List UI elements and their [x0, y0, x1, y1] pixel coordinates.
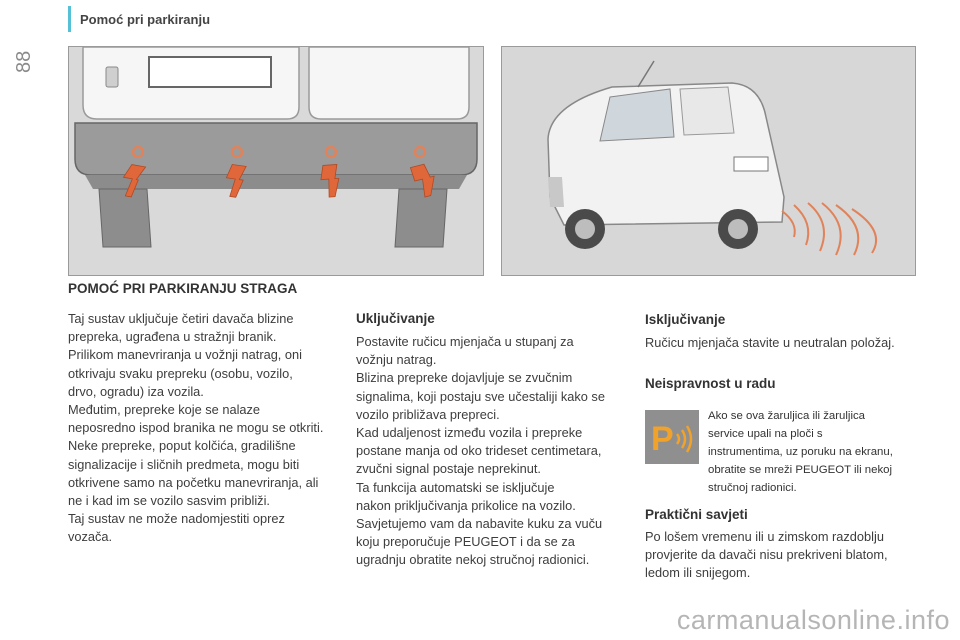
- intro-line: Taj sustav uključuje četiri davača blizine: [68, 311, 294, 326]
- savjeti-line: Po lošem vremenu ili u zimskom razdoblju: [645, 529, 884, 544]
- intro-line: Prilikom manevriranja u vožnji natrag, oni: [68, 347, 302, 363]
- intro-line: drvo, ogradu) iza vozila.: [68, 383, 204, 399]
- rear-bumper-illustration: [68, 46, 484, 276]
- section-title: POMOĆ PRI PARKIRANJU STRAGA: [68, 281, 298, 296]
- intro-line: signalizacije i sličnih predmeta, mogu biti: [68, 456, 300, 472]
- neispravnost-paragraph: [708, 407, 893, 497]
- page-number: 88: [13, 50, 35, 73]
- intro-line: Međutim, prepreke koje se nalaze: [68, 402, 261, 418]
- ukljucivanje-line: Ta funkcija automatski se isključuje: [356, 479, 555, 495]
- ukljucivanje-line: zvučni signal postaje neprekinut.: [356, 461, 541, 477]
- neispravnost-line: instrumentima, uz poruku na ekranu,: [708, 446, 893, 458]
- warning-icon-letter: P: [651, 420, 674, 458]
- intro-line: vozača.: [68, 529, 113, 545]
- iskljucivanje-paragraph: [645, 334, 895, 352]
- ukljucivanje-heading: Uključivanje: [356, 311, 435, 326]
- ukljucivanje-line: ugradnju obratite nekoj stručnoj radionici.: [356, 552, 590, 568]
- savjeti-heading: Praktični savjeti: [645, 507, 748, 522]
- ukljucivanje-line: postane manja od oko trideset centimetara,: [356, 443, 602, 459]
- rear-bumper-drawing: [69, 47, 483, 275]
- header-title: Pomoć pri parkiranju: [80, 12, 211, 27]
- ukljucivanje-line: koju preporučuje PEUGEOT i da se za: [356, 534, 575, 550]
- ukljucivanje-line: nakon priključivanja prikolice na vozilo.: [356, 497, 576, 513]
- header-accent-bar: [68, 6, 71, 32]
- ukljucivanje-line: Savjetujemo vam da nabavite kuku za vuču: [356, 516, 603, 532]
- van-drawing: [502, 47, 915, 275]
- parking-sensor-warning-icon: [645, 410, 699, 464]
- van-sensor-waves-illustration: [501, 46, 916, 276]
- intro-paragraph: [68, 310, 323, 547]
- neispravnost-line: obratite se mreži PEUGEOT ili nekoj: [708, 464, 893, 476]
- neispravnost-heading: Neispravnost u radu: [645, 376, 776, 391]
- neispravnost-line: service upali na ploči s: [708, 428, 823, 440]
- ukljucivanje-line: vožnju natrag.: [356, 352, 437, 368]
- ukljucivanje-line: Kad udaljenost između vozila i prepreke: [356, 425, 583, 441]
- ukljucivanje-paragraph: [356, 333, 605, 570]
- watermark: carmanualsonline.info: [676, 605, 950, 635]
- intro-line: otkrivene samo na početku manevriranja, ali: [68, 474, 319, 490]
- iskljucivanje-line: Ručicu mjenjača stavite u neutralan položaj.: [645, 335, 895, 350]
- savjeti-paragraph: [645, 528, 888, 583]
- iskljucivanje-heading: Isključivanje: [645, 312, 726, 327]
- savjeti-line: provjerite da davači nisu prekriveni blatom,: [645, 547, 888, 563]
- intro-line: neposredno ispod branika ne mogu se otkriti.: [68, 420, 324, 436]
- ukljucivanje-line: Postavite ručicu mjenjača u stupanj za: [356, 334, 574, 349]
- ukljucivanje-line: signalima, koji postaju sve učestaliji kako se: [356, 388, 605, 404]
- intro-line: Neke prepreke, poput kolčića, gradilišne: [68, 438, 296, 454]
- ukljucivanje-line: Blizina prepreke dojavljuje se zvučnim: [356, 370, 573, 386]
- intro-line: prepreka, ugrađena u stražnji branik.: [68, 329, 277, 345]
- neispravnost-line: Ako se ova žaruljica ili žaruljica: [708, 410, 865, 422]
- savjeti-line: ledom ili snijegom.: [645, 565, 751, 581]
- intro-line: ne i kad im se vozilo sasvim približi.: [68, 493, 270, 509]
- intro-line: Taj sustav ne može nadomjestiti oprez: [68, 511, 285, 527]
- intro-line: otkrivaju svaku prepreku (osobu, vozilo,: [68, 365, 293, 381]
- ukljucivanje-line: vozilo približava prepreci.: [356, 406, 500, 422]
- neispravnost-line: stručnoj radionici.: [708, 482, 797, 494]
